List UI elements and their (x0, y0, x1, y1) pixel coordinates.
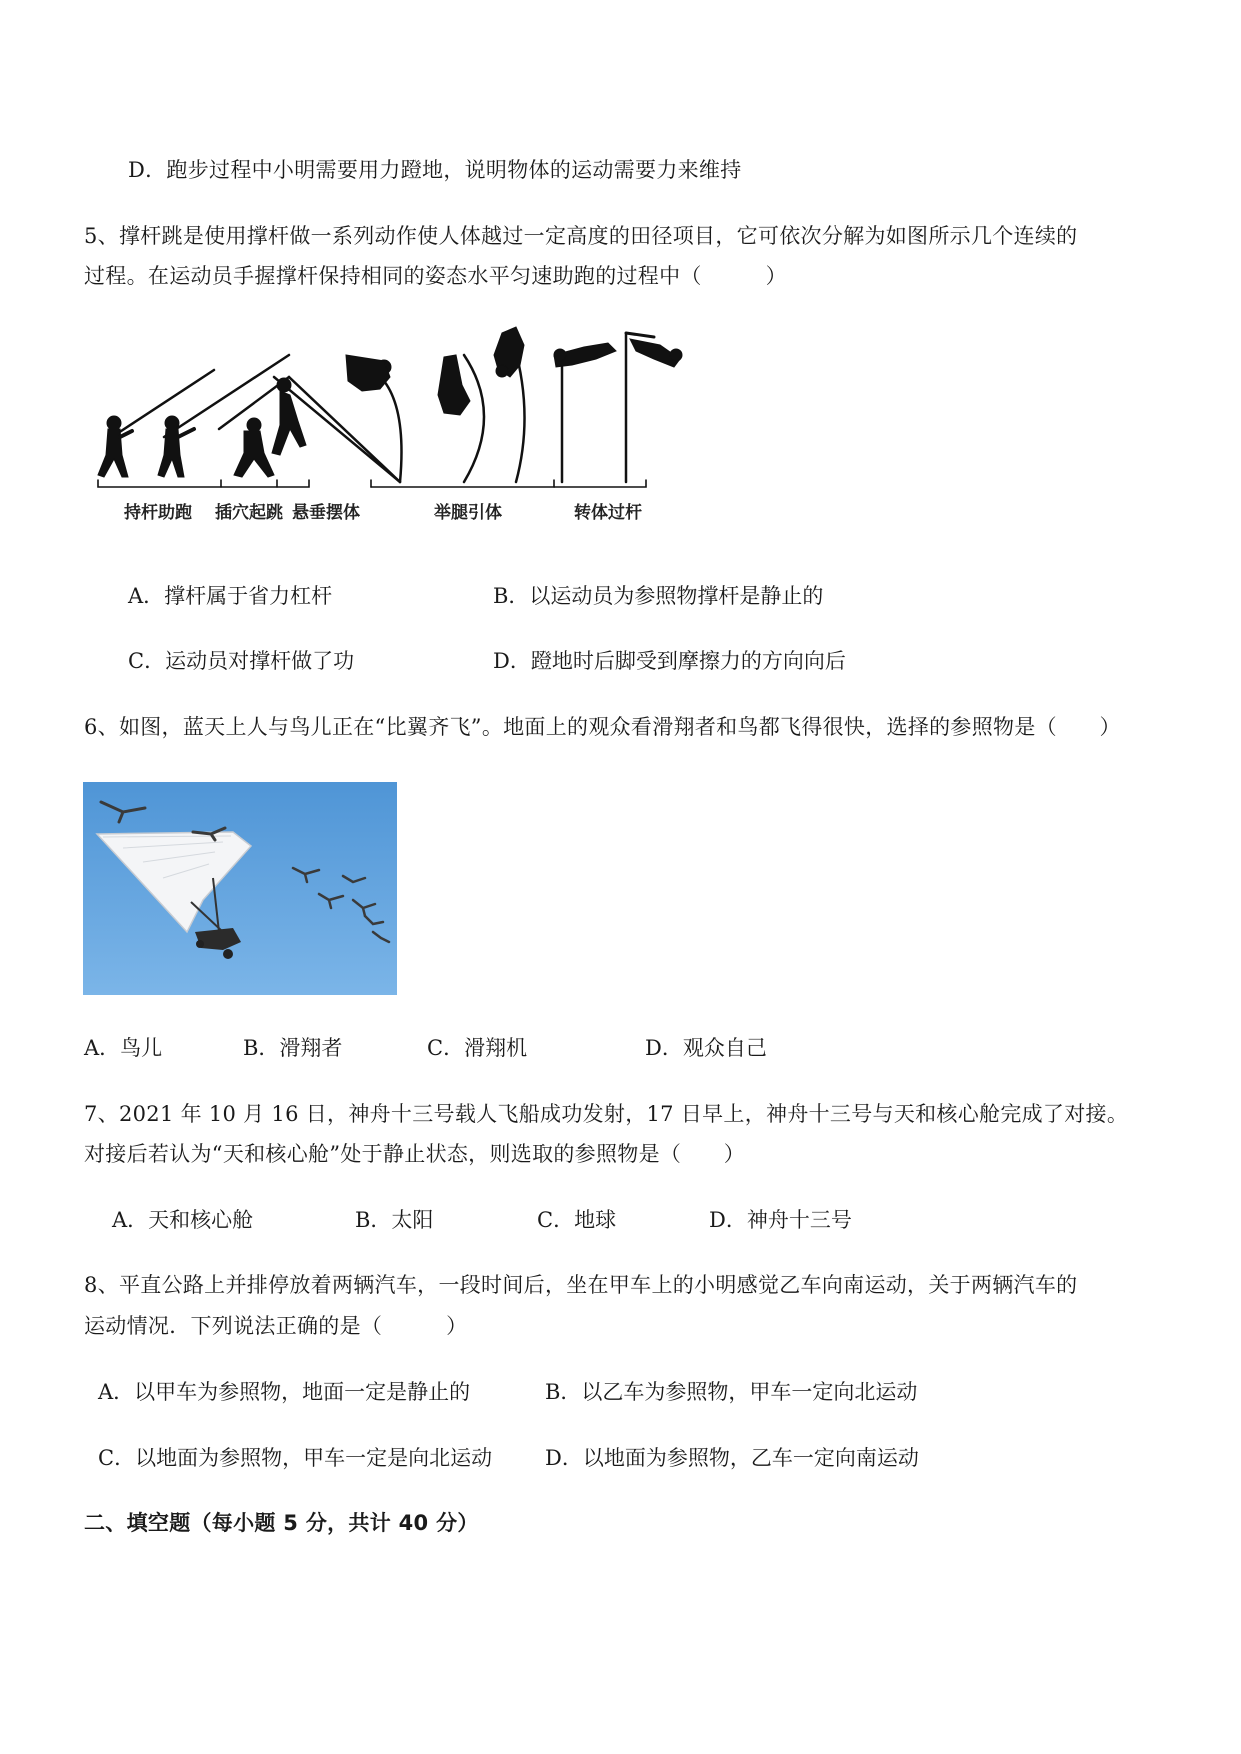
q6-option-a[interactable]: A．鸟儿 (84, 1036, 163, 1060)
q7-option-b[interactable]: B．太阳 (355, 1208, 434, 1232)
figure-label-3: 悬垂摆体 (292, 503, 360, 523)
q8-stem-line2: 运动情况．下列说法正确的是（ ） (84, 1314, 468, 1338)
q7-option-a[interactable]: A．天和核心舱 (112, 1208, 254, 1232)
q7-stem-line2: 对接后若认为“天和核心舱”处于静止状态，则选取的参照物是（ ） (84, 1142, 746, 1166)
q5-stem-line2: 过程。在运动员手握撑杆保持相同的姿态水平匀速助跑的过程中（ ） (84, 264, 787, 288)
athlete-silhouette-7 (494, 327, 525, 482)
q6-stem-line1: 6、如图，蓝天上人与鸟儿正在“比翼齐飞”。地面上的观众看滑翔者和鸟都飞得很快，选择的参照物是（ ） (84, 715, 1121, 739)
pole-vault-figure (84, 325, 784, 550)
q8-option-c[interactable]: C．以地面为参照物，甲车一定是向北运动 (98, 1446, 493, 1470)
figure-label-5: 转体过杆 (574, 503, 642, 523)
q8-stem-line1: 8、平直公路上并排停放着两辆汽车，一段时间后，坐在甲车上的小明感觉乙车向南运动，关于两辆汽车的 (84, 1273, 1078, 1297)
q5-option-b[interactable]: B．以运动员为参照物撑杆是静止的 (493, 584, 824, 608)
q6-option-c[interactable]: C．滑翔机 (427, 1036, 528, 1060)
q5-option-c[interactable]: C．运动员对撑杆做了功 (128, 649, 355, 673)
athlete-silhouette-4 (272, 377, 400, 482)
athlete-silhouette-8 (554, 343, 616, 482)
q7-option-c[interactable]: C．地球 (537, 1208, 617, 1232)
q6-option-d[interactable]: D．观众自己 (645, 1036, 767, 1060)
q6-option-b[interactable]: B．滑翔者 (243, 1036, 343, 1060)
q7-stem-line1: 7、2021 年 10 月 16 日，神舟十三号载人飞船成功发射，17 日早上，神舟十三号与天和核心舱完成了对接。 (84, 1102, 1129, 1126)
hang-glider-photo (83, 782, 397, 995)
athlete-silhouette-9 (626, 333, 682, 482)
figure-label-2: 插穴起跳 (215, 503, 283, 523)
q4-option-d: D．跑步过程中小明需要用力蹬地，说明物体的运动需要力来维持 (128, 158, 742, 182)
q5-option-d[interactable]: D．蹬地时后脚受到摩擦力的方向向后 (493, 649, 846, 673)
q8-option-d[interactable]: D．以地面为参照物，乙车一定向南运动 (545, 1446, 919, 1470)
athlete-silhouette-6 (438, 355, 484, 482)
athlete-silhouette-2 (158, 355, 289, 477)
q8-option-a[interactable]: A．以甲车为参照物，地面一定是静止的 (98, 1380, 471, 1404)
athlete-silhouette-3 (219, 377, 400, 482)
phase-brackets (98, 480, 646, 487)
q5-option-a[interactable]: A．撑杆属于省力杠杆 (128, 584, 333, 608)
athlete-silhouette-5 (346, 355, 402, 482)
figure-label-1: 持杆助跑 (124, 503, 192, 523)
section-heading: 二、填空题（每小题 5 分，共计 40 分） (84, 1511, 479, 1535)
figure-label-4: 举腿引体 (434, 503, 502, 523)
q8-option-b[interactable]: B．以乙车为参照物，甲车一定向北运动 (545, 1380, 918, 1404)
athlete-silhouette-1 (98, 370, 214, 477)
q5-stem-line1: 5、撑杆跳是使用撑杆做一系列动作使人体越过一定高度的田径项目，它可依次分解为如图所示几个连续的 (84, 224, 1078, 248)
q7-option-d[interactable]: D．神舟十三号 (709, 1208, 852, 1232)
